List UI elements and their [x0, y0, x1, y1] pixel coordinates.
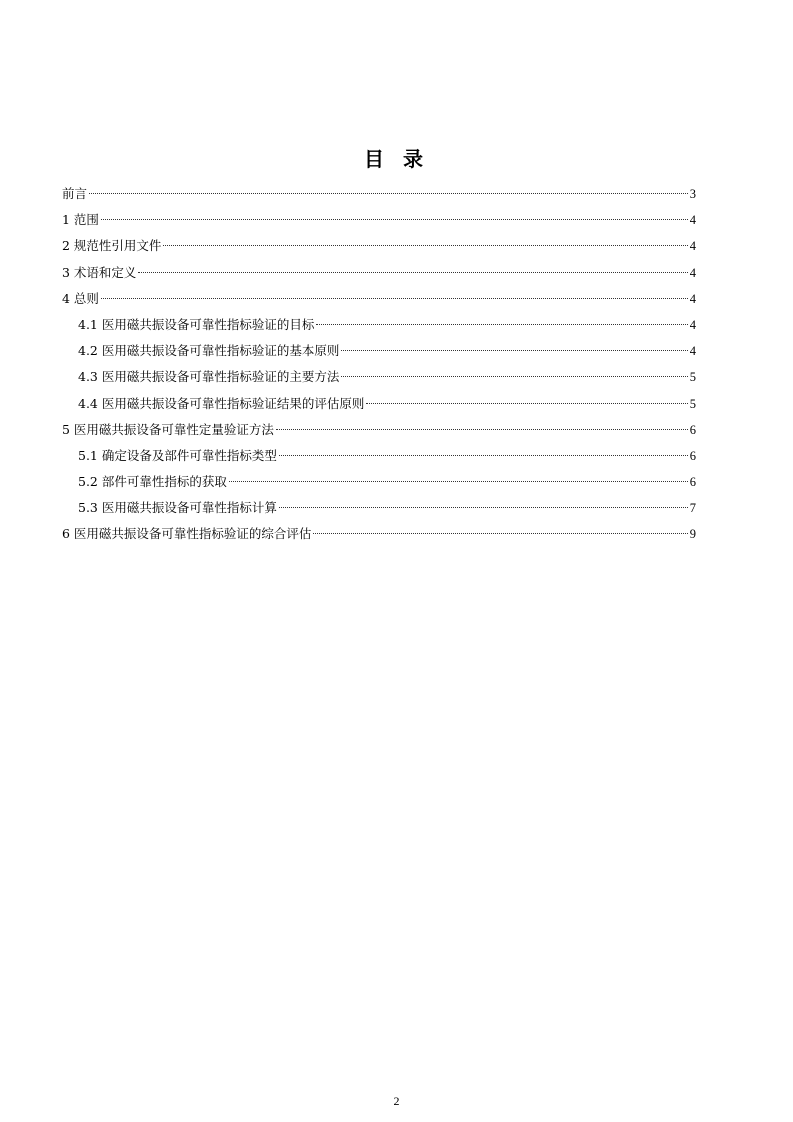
toc-entry[interactable] — [62, 446, 696, 472]
toc-entry-label: 4.4 医用磁共振设备可靠性指标验证结果的评估原则 — [78, 395, 365, 411]
toc-entry-label: 3 术语和定义 — [62, 264, 137, 280]
toc-entry[interactable] — [62, 498, 696, 524]
toc-leader-dots — [341, 350, 687, 351]
toc-entry-page: 6 — [689, 422, 696, 437]
toc-leader-dots — [316, 324, 687, 325]
toc-entry-label: 5.2 部件可靠性指标的获取 — [78, 474, 227, 490]
toc-leader-dots — [89, 193, 688, 194]
footer-page-number: 2 — [393, 1094, 400, 1108]
toc-entry-page: 4 — [689, 213, 696, 228]
toc-entry-label: 5.1 确定设备及部件可靠性指标类型 — [78, 447, 277, 463]
toc-entry-page: 6 — [689, 448, 696, 463]
toc-entry-page: 3 — [689, 187, 696, 201]
toc-leader-dots — [229, 481, 688, 482]
toc-entry-label: 5 医用磁共振设备可靠性定量验证方法 — [62, 421, 274, 437]
toc-entry[interactable] — [62, 367, 696, 393]
toc-entry-label: 4.2 医用磁共振设备可靠性指标验证的基本原则 — [78, 343, 340, 359]
toc-entry-label: 1 范围 — [62, 212, 99, 228]
toc-entry[interactable] — [62, 236, 696, 262]
toc-leader-dots — [279, 455, 688, 456]
toc-leader-dots — [163, 245, 687, 246]
toc-entry-page: 4 — [689, 265, 696, 280]
toc-entry[interactable] — [62, 472, 696, 498]
toc-leader-dots — [276, 429, 688, 430]
toc-entry-label: 6 医用磁共振设备可靠性指标验证的综合评估 — [62, 526, 312, 542]
toc-entry-label: 4.1 医用磁共振设备可靠性指标验证的目标 — [78, 316, 315, 332]
toc-entry[interactable] — [62, 289, 696, 315]
toc-entry[interactable] — [62, 394, 696, 420]
toc-entry[interactable] — [62, 263, 696, 289]
toc-entry-page: 4 — [689, 344, 696, 359]
toc-leader-dots — [279, 507, 688, 508]
toc-leader-dots — [138, 272, 687, 273]
toc-entry-page: 9 — [689, 527, 696, 542]
toc-list — [62, 184, 696, 551]
toc-title: 目 录 — [364, 147, 429, 171]
toc-entry-page: 4 — [689, 291, 696, 306]
toc-entry-label: 5.3 医用磁共振设备可靠性指标计算 — [78, 500, 277, 516]
toc-entry[interactable] — [62, 341, 696, 367]
toc-entry[interactable] — [62, 524, 696, 550]
toc-entry-page: 4 — [689, 317, 696, 332]
toc-entry-label: 2 规范性引用文件 — [62, 238, 162, 254]
toc-entry-page: 6 — [689, 475, 696, 490]
toc-leader-dots — [366, 403, 687, 404]
toc-entry-label: 4 总则 — [62, 290, 99, 306]
toc-entry[interactable] — [62, 315, 696, 341]
toc-entry[interactable] — [62, 184, 696, 210]
toc-entry-page: 5 — [689, 370, 696, 385]
toc-leader-dots — [101, 219, 688, 220]
toc-entry-page: 5 — [689, 396, 696, 411]
toc-leader-dots — [341, 376, 687, 377]
toc-entry-label: 4.3 医用磁共振设备可靠性指标验证的主要方法 — [78, 369, 340, 385]
toc-leader-dots — [101, 298, 688, 299]
toc-entry-page: 4 — [689, 239, 696, 254]
toc-entry[interactable] — [62, 420, 696, 446]
toc-leader-dots — [313, 533, 687, 534]
toc-entry-page: 7 — [689, 501, 696, 516]
toc-entry[interactable] — [62, 210, 696, 236]
toc-entry-label: 前言 — [62, 186, 88, 201]
